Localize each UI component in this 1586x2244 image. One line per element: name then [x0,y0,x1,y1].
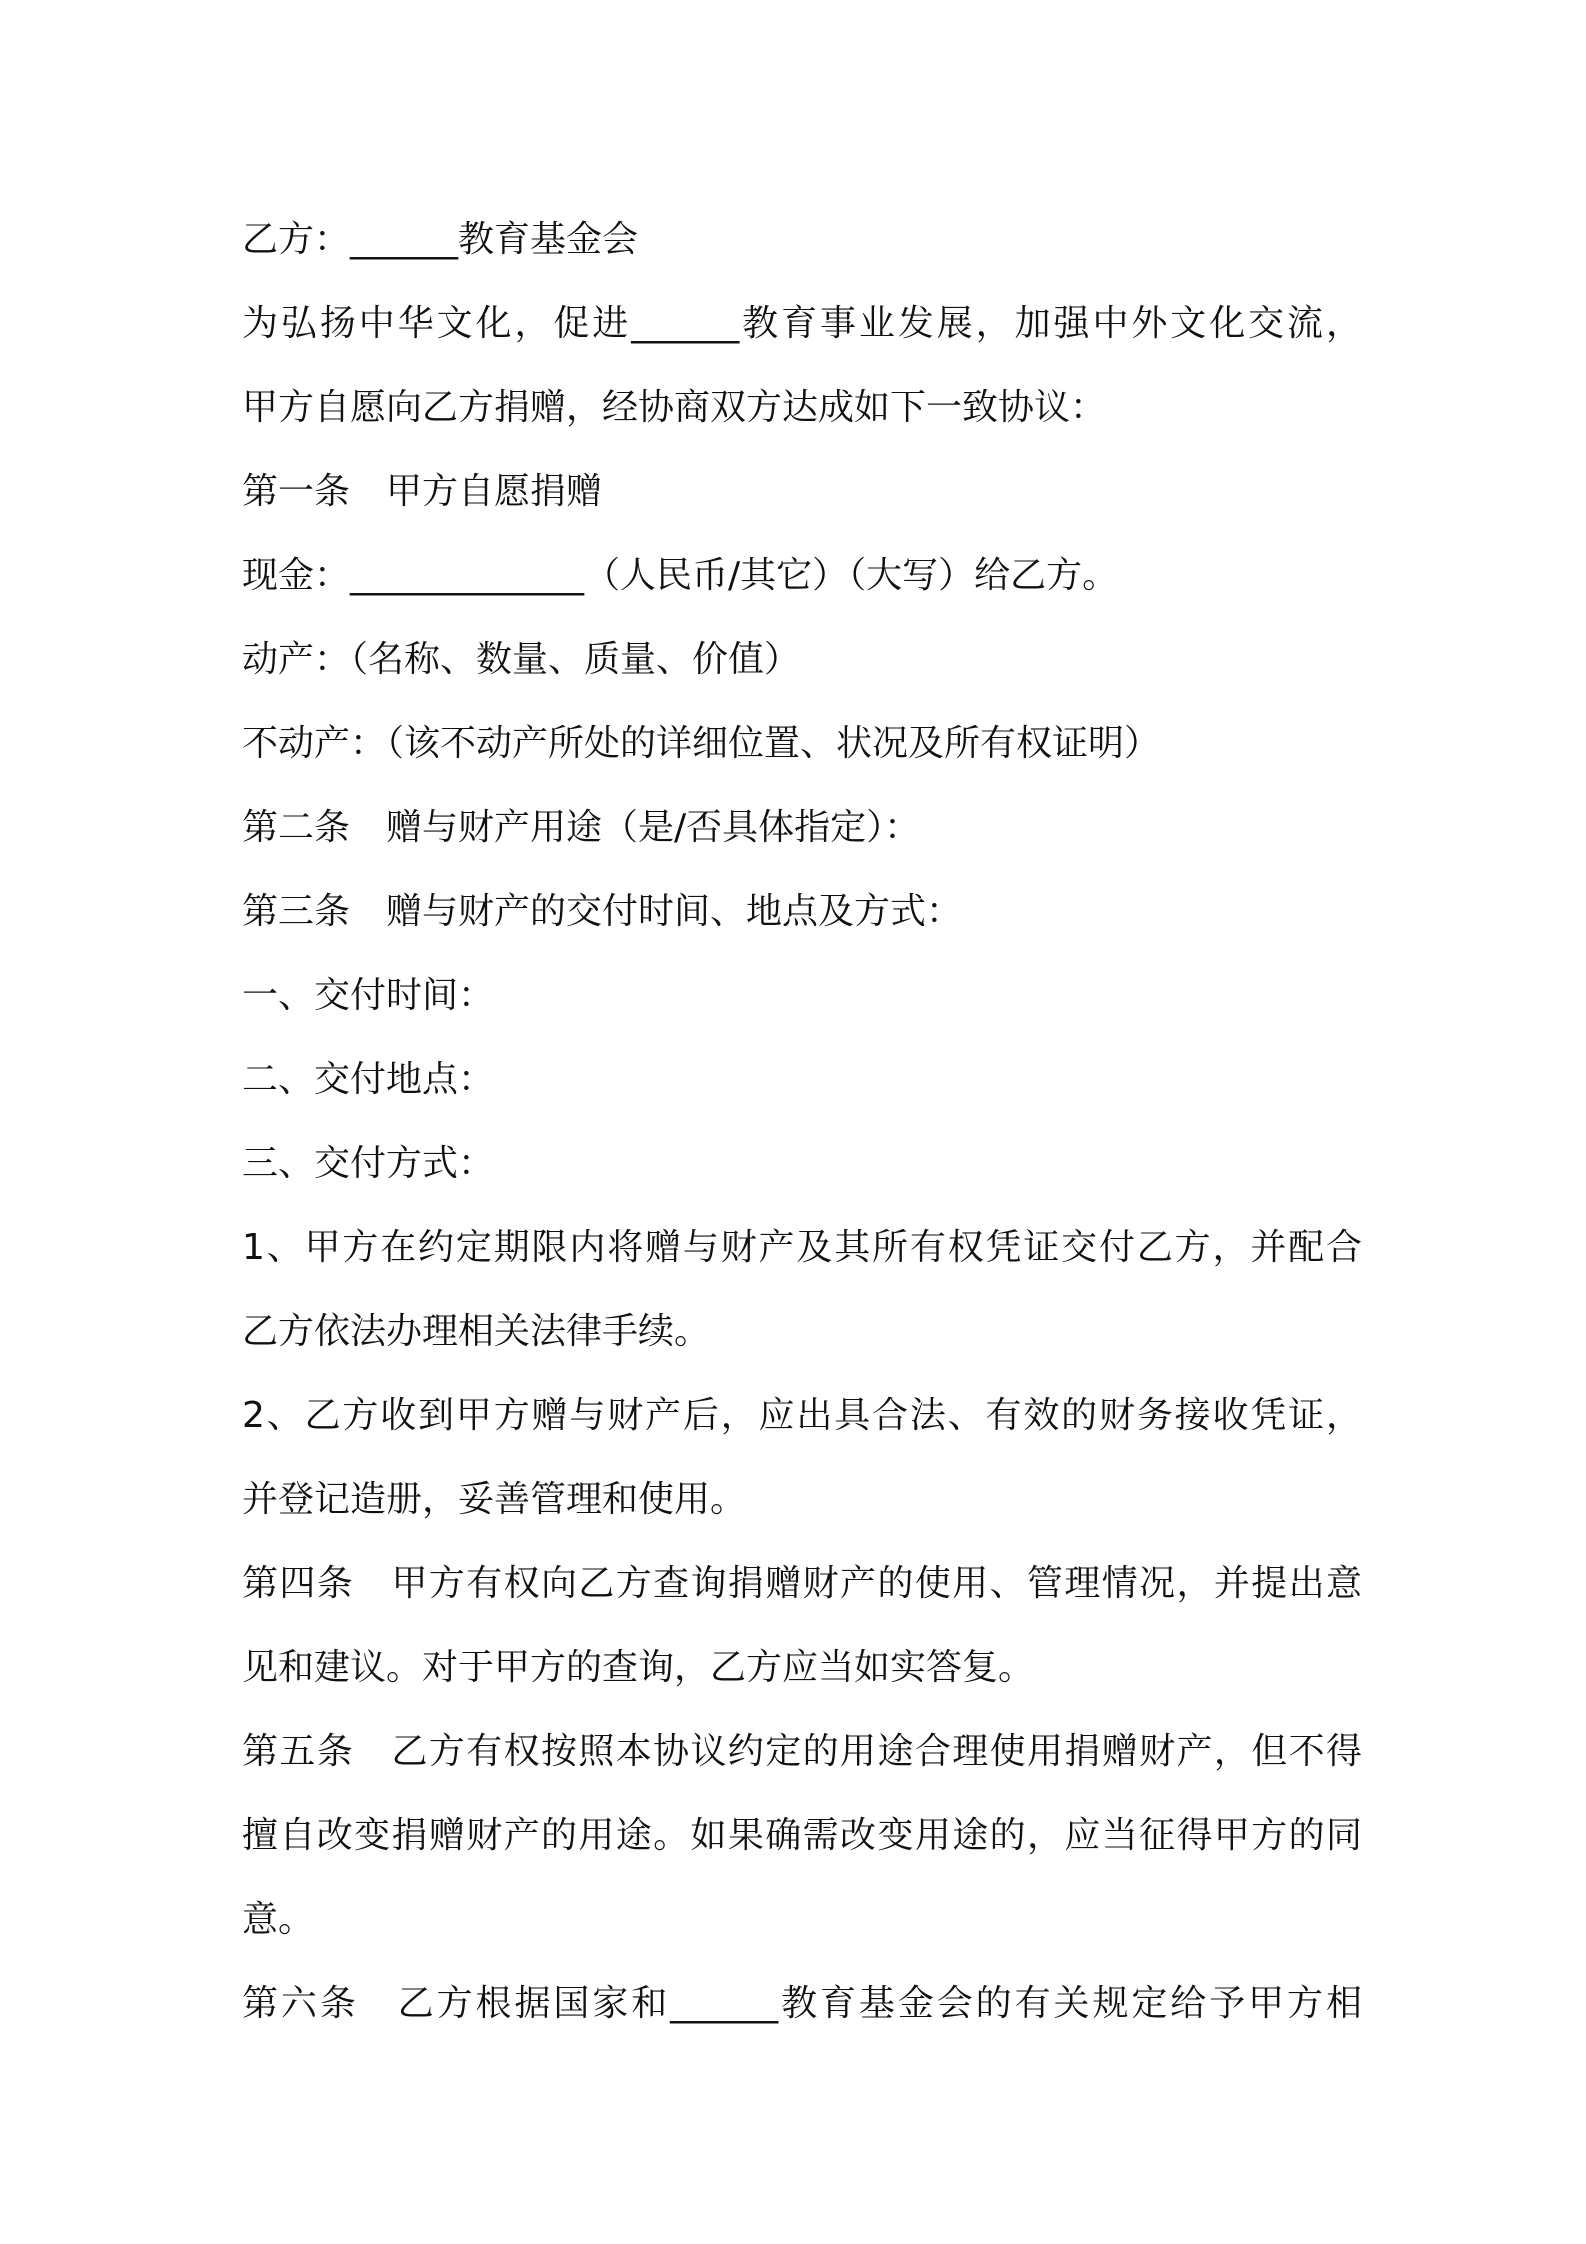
article-5-line-2: 擅自改变捐赠财产的用途。如果确需改变用途的，应当征得甲方的同 [242,1815,1362,1856]
preamble-line-2: 甲方自愿向乙方捐赠，经协商双方达成如下一致协议： [242,387,1107,428]
delivery-time-line: 一、交付时间： [242,975,495,1016]
article-5-line-1: 第五条 乙方有权按照本协议约定的用途合理使用捐赠财产，但不得 [242,1731,1362,1772]
delivery-place-line: 二、交付地点： [242,1059,495,1100]
article-3-title: 第三条 赠与财产的交付时间、地点及方式： [242,891,963,932]
article-6-line-1: 第六条 乙方根据国家和______教育基金会的有关规定给予甲方相 [242,1983,1362,2024]
party-b-line: 乙方：______教育基金会 [242,219,639,260]
article-5-line-3: 意。 [242,1899,315,1940]
immovable-line: 不动产：（该不动产所处的详细位置、状况及所有权证明） [242,723,1161,764]
clause-2-line-1: 2、乙方收到甲方赠与财产后，应出具合法、有效的财务接收凭证， [242,1395,1362,1436]
article-2-title: 第二条 赠与财产用途（是/否具体指定）： [242,807,921,848]
clause-2-line-2: 并登记造册，妥善管理和使用。 [242,1479,747,1520]
article-1-title: 第一条 甲方自愿捐赠 [242,471,603,512]
document-body [242,198,1362,2046]
clause-1-line-1: 1、甲方在约定期限内将赠与财产及其所有权凭证交付乙方，并配合 [242,1227,1362,1268]
clause-1-line-2: 乙方依法办理相关法律手续。 [242,1311,711,1352]
preamble-line-1: 为弘扬中华文化，促进______教育事业发展，加强中外文化交流， [242,303,1362,344]
delivery-method-line: 三、交付方式： [242,1143,495,1184]
article-4-line-1: 第四条 甲方有权向乙方查询捐赠财产的使用、管理情况，并提出意 [242,1563,1362,1604]
movable-line: 动产：（名称、数量、质量、价值） [242,639,801,680]
cash-line: 现金：_____________（人民币/其它）（大写）给乙方。 [242,555,1119,596]
article-4-line-2: 见和建议。对于甲方的查询，乙方应当如实答复。 [242,1647,1035,1688]
